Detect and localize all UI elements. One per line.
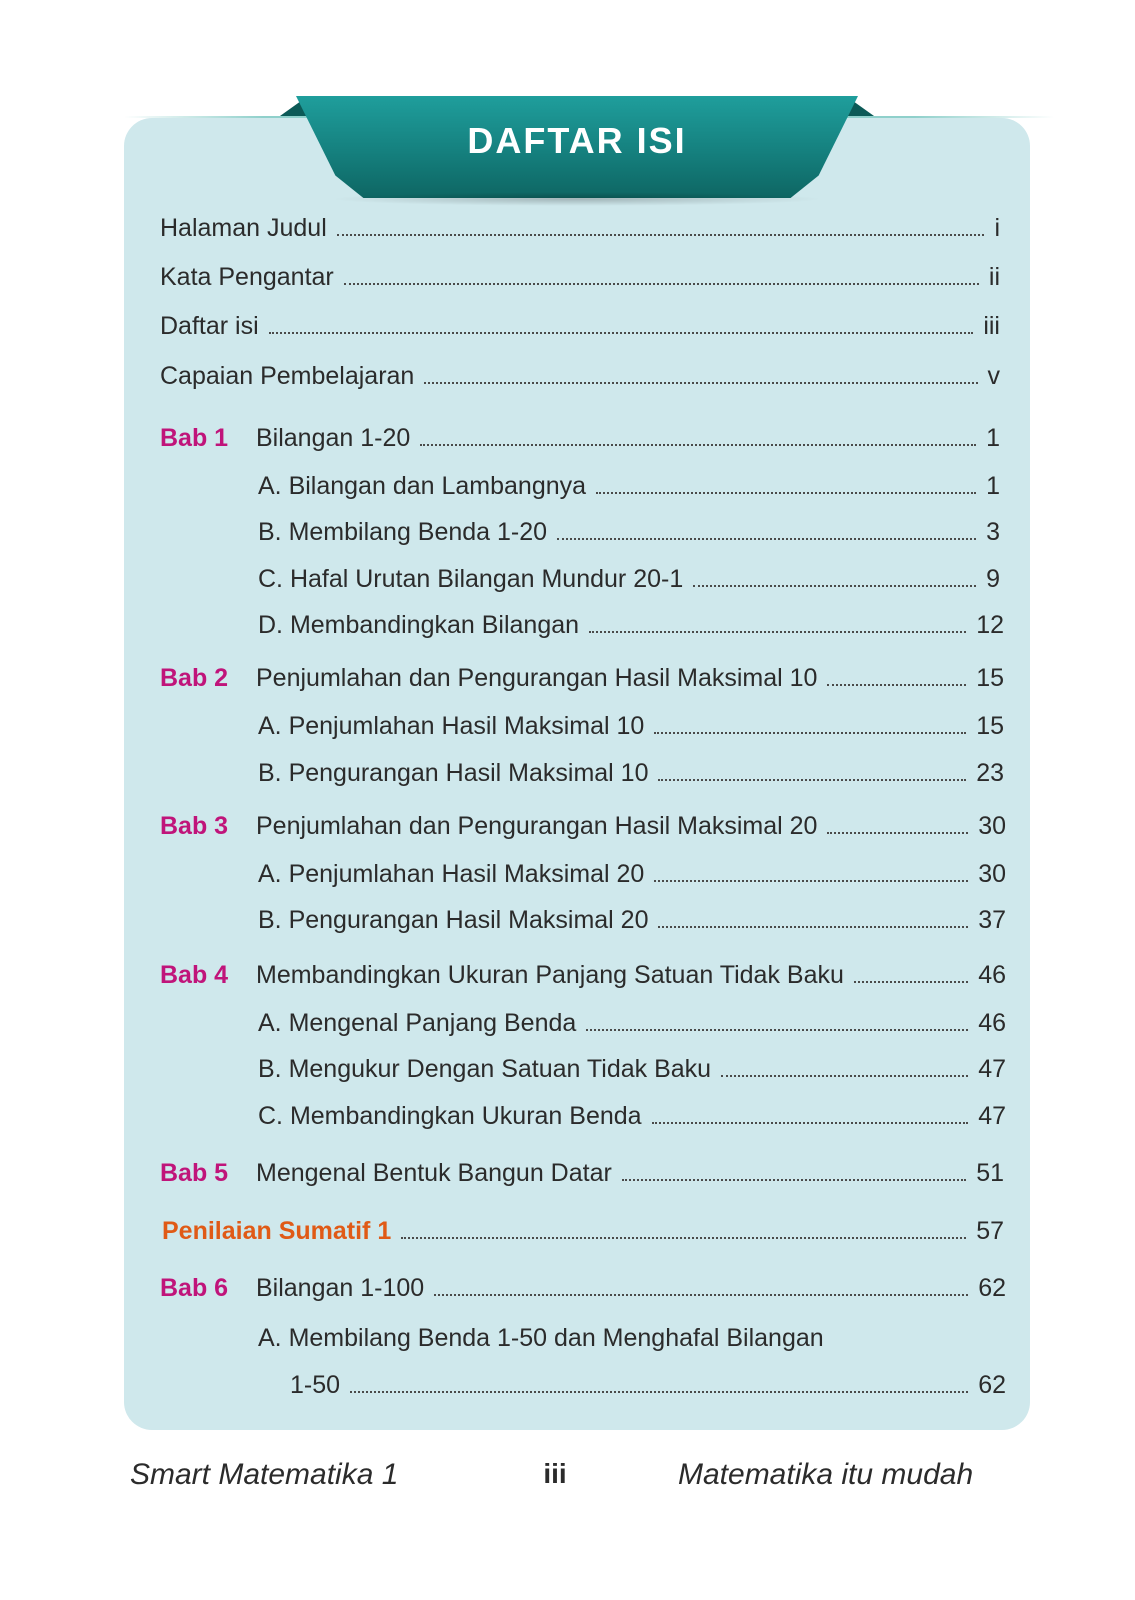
chapter-tag: Bab 2 <box>160 664 229 692</box>
toc-entry[interactable] <box>160 312 1000 341</box>
dot-leader <box>596 492 976 494</box>
toc-entry-page: 46 <box>978 961 1006 989</box>
toc-entry-label: B. Pengurangan Hasil Maksimal 20 <box>258 906 649 934</box>
toc-entry-page: 1 <box>986 472 1000 500</box>
toc-entry-label: Bilangan 1-20 <box>256 424 411 452</box>
toc-entry-page: 30 <box>978 860 1006 888</box>
toc-entry-label: B. Mengukur Dengan Satuan Tidak Baku <box>258 1055 712 1083</box>
toc-entry-page: v <box>987 362 1000 390</box>
dot-leader <box>557 538 976 540</box>
toc-entry-label: B. Membilang Benda 1-20 <box>258 518 548 546</box>
toc-subentry[interactable] <box>258 472 1000 501</box>
toc-entry[interactable] <box>160 263 1000 292</box>
toc-entry-page: 47 <box>978 1102 1006 1130</box>
toc-chapter-entry[interactable] <box>256 1274 1006 1303</box>
toc-entry-page: 47 <box>978 1055 1006 1083</box>
toc-entry-page: 30 <box>978 812 1006 840</box>
toc-entry-page: 1 <box>986 424 1000 452</box>
toc-entry-page: 62 <box>978 1274 1006 1302</box>
toc-entry-label: D. Membandingkan Bilangan <box>258 611 580 639</box>
dot-leader <box>827 684 966 686</box>
toc-entry-label: A. Bilangan dan Lambangnya <box>258 472 587 500</box>
toc-entry-label: Daftar isi <box>160 312 259 340</box>
toc-entry-page: iii <box>983 312 1000 340</box>
toc-chapter-entry[interactable] <box>256 961 1006 990</box>
dot-leader <box>420 444 976 446</box>
toc-entry-page: 46 <box>978 1009 1006 1037</box>
chapter-tag: Bab 5 <box>160 1159 229 1187</box>
toc-subentry[interactable] <box>258 1055 1006 1084</box>
dot-leader <box>586 1029 968 1031</box>
dot-leader <box>269 332 974 334</box>
toc-subentry[interactable] <box>258 759 1004 788</box>
dot-leader <box>652 1122 969 1124</box>
toc-subentry[interactable] <box>258 906 1006 935</box>
toc-entry-page: 51 <box>976 1159 1004 1187</box>
toc-entry[interactable] <box>160 214 1000 243</box>
toc-entry-page: 3 <box>986 518 1000 546</box>
dot-leader <box>344 283 979 285</box>
toc-entry-label: C. Hafal Urutan Bilangan Mundur 20-1 <box>258 565 684 593</box>
toc-subentry[interactable] <box>258 565 1000 594</box>
dot-leader <box>434 1294 968 1296</box>
toc-entry-page: 12 <box>976 611 1004 639</box>
dot-leader <box>654 732 966 734</box>
dot-leader <box>854 981 968 983</box>
toc-entry-label: B. Pengurangan Hasil Maksimal 10 <box>258 759 649 787</box>
toc-chapter-entry[interactable] <box>256 1159 1004 1188</box>
toc-subentry[interactable] <box>258 712 1004 741</box>
toc-entry-label: C. Membandingkan Ukuran Benda <box>258 1102 642 1130</box>
chapter-tag: Bab 1 <box>160 424 229 452</box>
dot-leader <box>337 234 985 236</box>
toc-entry-label: A. Penjumlahan Hasil Maksimal 20 <box>258 860 645 888</box>
toc-assessment-entry[interactable] <box>162 1217 1004 1246</box>
footer-book-title: Smart Matematika 1 <box>130 1458 399 1491</box>
toc-subentry[interactable] <box>258 1102 1006 1131</box>
dot-leader <box>827 832 968 834</box>
toc-entry-page: 37 <box>978 906 1006 934</box>
dot-leader <box>693 585 976 587</box>
toc-entry-label: A. Penjumlahan Hasil Maksimal 10 <box>258 712 645 740</box>
toc-entry-label: Capaian Pembelajaran <box>160 362 415 390</box>
page-title: DAFTAR ISI <box>467 120 687 161</box>
dot-leader <box>721 1075 968 1077</box>
toc-entry-page: 57 <box>976 1217 1004 1245</box>
toc-entry-label: Mengenal Bentuk Bangun Datar <box>256 1159 612 1187</box>
footer-tagline: Matematika itu mudah <box>678 1458 974 1491</box>
footer-page-number: iii <box>543 1458 567 1489</box>
toc-entry-page: 15 <box>976 664 1004 692</box>
toc-subentry-continuation[interactable] <box>290 1371 1006 1400</box>
toc-subentry-label[interactable]: A. Membilang Benda 1-50 dan Menghafal Bilangan <box>258 1324 824 1352</box>
toc-entry[interactable] <box>160 362 1000 391</box>
dot-leader <box>654 880 968 882</box>
toc-subentry[interactable] <box>258 860 1006 889</box>
toc-subentry[interactable] <box>258 518 1000 547</box>
chapter-tag: Bab 6 <box>160 1274 229 1302</box>
chapter-tag: Bab 4 <box>160 961 229 989</box>
toc-entry-label: Penilaian Sumatif 1 <box>162 1217 392 1245</box>
toc-entry-label: A. Mengenal Panjang Benda <box>258 1009 577 1037</box>
toc-entry-page: ii <box>988 263 1000 291</box>
dot-leader <box>658 926 968 928</box>
dot-leader <box>658 779 966 781</box>
dot-leader <box>589 631 966 633</box>
toc-entry-page: i <box>994 214 1000 242</box>
toc-entry-label: Penjumlahan dan Pengurangan Hasil Maksimal 20 <box>256 812 818 840</box>
toc-chapter-entry[interactable] <box>256 664 1004 693</box>
dot-leader <box>424 382 977 384</box>
toc-subentry[interactable] <box>258 611 1004 640</box>
toc-entry-label: Kata Pengantar <box>160 263 334 291</box>
toc-chapter-entry[interactable] <box>256 424 1000 453</box>
toc-entry-label: Halaman Judul <box>160 214 327 242</box>
toc-entry-label: Bilangan 1-100 <box>256 1274 425 1302</box>
dot-leader <box>401 1237 966 1239</box>
toc-entry-page: 62 <box>978 1371 1006 1399</box>
toc-entry-page: 23 <box>976 759 1004 787</box>
dot-leader <box>350 1391 968 1393</box>
toc-entry-label: 1-50 <box>290 1371 341 1399</box>
toc-chapter-entry[interactable] <box>256 812 1006 841</box>
dot-leader <box>622 1179 966 1181</box>
toc-entry-page: 15 <box>976 712 1004 740</box>
toc-entry-label: Penjumlahan dan Pengurangan Hasil Maksimal 10 <box>256 664 818 692</box>
toc-entry-label: Membandingkan Ukuran Panjang Satuan Tidak Baku <box>256 961 844 989</box>
toc-subentry[interactable] <box>258 1009 1006 1038</box>
toc-entry-page: 9 <box>986 565 1000 593</box>
chapter-tag: Bab 3 <box>160 812 229 840</box>
banner-shadow <box>330 192 824 206</box>
